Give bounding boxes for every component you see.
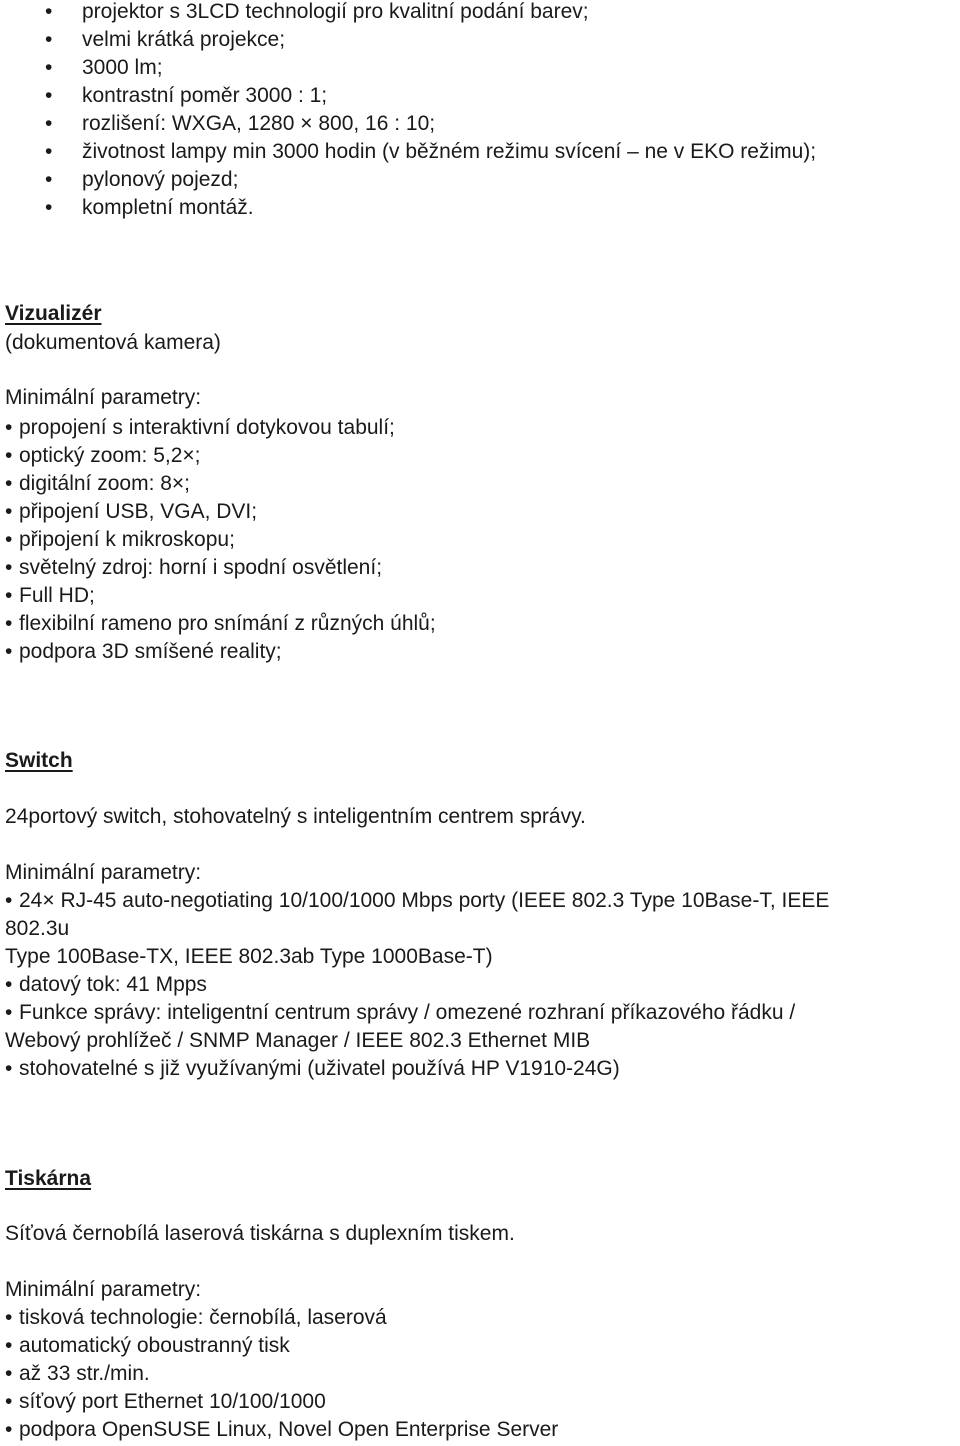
list-item-text: podpora OpenSUSE Linux, Novel Open Enterprise Server bbox=[19, 1418, 559, 1441]
list-item bbox=[0, 26, 816, 54]
list-item bbox=[0, 82, 816, 110]
bullet: • bbox=[45, 168, 53, 191]
list-item-text: pylonový pojezd; bbox=[82, 168, 239, 191]
list-item-text: automatický oboustranný tisk bbox=[19, 1334, 290, 1357]
bullet: • bbox=[5, 1057, 13, 1080]
list-item-text: 3000 lm; bbox=[82, 56, 163, 79]
list-item bbox=[5, 1055, 829, 1083]
list-item bbox=[5, 442, 436, 470]
list-item bbox=[5, 470, 436, 498]
list-item bbox=[5, 526, 436, 554]
list-item bbox=[5, 1332, 558, 1360]
list-item bbox=[5, 1416, 558, 1444]
bullet: • bbox=[45, 84, 53, 107]
list-item bbox=[5, 1388, 558, 1416]
list-item-text: světelný zdroj: horní i spodní osvětlení; bbox=[19, 556, 383, 579]
section-heading-vizualizer: Vizualizér bbox=[5, 302, 102, 325]
list-item bbox=[5, 554, 436, 582]
params-label: Minimální parametry: bbox=[5, 386, 202, 409]
list-item bbox=[0, 0, 816, 26]
list-item-text: projektor s 3LCD technologií pro kvalitní podání barev; bbox=[82, 0, 589, 23]
list-item bbox=[5, 610, 436, 638]
bullet: • bbox=[5, 1306, 13, 1329]
params-label: Minimální parametry: bbox=[5, 861, 202, 884]
bullet: • bbox=[5, 973, 13, 996]
tiskarna-spec-list bbox=[5, 1304, 558, 1444]
list-item-text: životnost lampy min 3000 hodin (v běžném režimu svícení – ne v EKO režimu); bbox=[82, 140, 817, 163]
list-item bbox=[5, 887, 829, 971]
list-item-text: kontrastní poměr 3000 : 1; bbox=[82, 84, 328, 107]
list-item-text: stohovatelné s již využívanými (uživatel používá HP V1910-24G) bbox=[19, 1057, 620, 1080]
list-item bbox=[0, 166, 816, 194]
bullet: • bbox=[5, 416, 13, 439]
list-item-text: Full HD; bbox=[19, 584, 95, 607]
list-item bbox=[5, 582, 436, 610]
list-item-text: digitální zoom: 8×; bbox=[19, 472, 191, 495]
bullet: • bbox=[5, 1362, 13, 1385]
bullet: • bbox=[45, 56, 53, 79]
bullet: • bbox=[45, 196, 53, 219]
list-item-text: Funkce správy: inteligentní centrum správy / omezené rozhraní příkazového řádku / bbox=[19, 1001, 796, 1024]
section-description: 24portový switch, stohovatelný s inteligentním centrem správy. bbox=[5, 805, 586, 828]
bullet: • bbox=[5, 1334, 13, 1357]
list-item-text: datový tok: 41 Mpps bbox=[19, 973, 207, 996]
list-item bbox=[0, 194, 816, 222]
list-item bbox=[5, 1304, 558, 1332]
list-item bbox=[0, 110, 816, 138]
list-item-text: velmi krátká projekce; bbox=[82, 28, 286, 51]
list-item-text: připojení USB, VGA, DVI; bbox=[19, 500, 258, 523]
bullet: • bbox=[5, 472, 13, 495]
bullet: • bbox=[5, 500, 13, 523]
section-heading-tiskarna: Tiskárna bbox=[5, 1167, 91, 1190]
section-description: Síťová černobílá laserová tiskárna s duplexním tiskem. bbox=[5, 1222, 515, 1245]
bullet: • bbox=[5, 444, 13, 467]
list-item-continuation: 802.3u bbox=[5, 917, 70, 940]
list-item-text: propojení s interaktivní dotykovou tabulí; bbox=[19, 416, 395, 439]
bullet: • bbox=[5, 1001, 13, 1024]
list-item-text: až 33 str./min. bbox=[19, 1362, 150, 1385]
projector-spec-list bbox=[0, 0, 816, 222]
section-heading-switch: Switch bbox=[5, 749, 73, 772]
bullet: • bbox=[45, 140, 53, 163]
list-item-continuation: Webový prohlížeč / SNMP Manager / IEEE 802.3 Ethernet MIB bbox=[5, 1029, 591, 1052]
list-item bbox=[0, 138, 816, 166]
section-subtitle: (dokumentová kamera) bbox=[5, 331, 221, 354]
list-item bbox=[5, 1360, 558, 1388]
list-item bbox=[0, 54, 816, 82]
list-item bbox=[5, 498, 436, 526]
bullet: • bbox=[5, 640, 13, 663]
bullet: • bbox=[5, 556, 13, 579]
list-item bbox=[5, 638, 436, 666]
bullet: • bbox=[45, 112, 53, 135]
list-item-text: rozlišení: WXGA, 1280 × 800, 16 : 10; bbox=[82, 112, 436, 135]
bullet: • bbox=[5, 1390, 13, 1413]
params-label: Minimální parametry: bbox=[5, 1278, 202, 1301]
list-item-continuation: Type 100Base-TX, IEEE 802.3ab Type 1000Base-T) bbox=[5, 945, 493, 968]
list-item bbox=[5, 414, 436, 442]
switch-spec-list bbox=[5, 887, 829, 1083]
list-item bbox=[5, 971, 829, 999]
list-item-text: podpora 3D smíšené reality; bbox=[19, 640, 282, 663]
bullet: • bbox=[5, 584, 13, 607]
bullet: • bbox=[45, 0, 53, 23]
list-item-text: tisková technologie: černobílá, laserová bbox=[19, 1306, 387, 1329]
list-item bbox=[5, 999, 829, 1055]
bullet: • bbox=[5, 612, 13, 635]
bullet: • bbox=[5, 528, 13, 551]
bullet: • bbox=[5, 889, 13, 912]
list-item-text: kompletní montáž. bbox=[82, 196, 254, 219]
bullet: • bbox=[5, 1418, 13, 1441]
list-item-text: připojení k mikroskopu; bbox=[19, 528, 235, 551]
list-item-text: 24× RJ-45 auto-negotiating 10/100/1000 Mbps porty (IEEE 802.3 Type 10Base-T, IEEE bbox=[19, 889, 830, 912]
list-item-text: optický zoom: 5,2×; bbox=[19, 444, 201, 467]
vizualizer-spec-list bbox=[5, 414, 436, 666]
list-item-text: flexibilní rameno pro snímání z různých úhlů; bbox=[19, 612, 436, 635]
list-item-text: síťový port Ethernet 10/100/1000 bbox=[19, 1390, 326, 1413]
bullet: • bbox=[45, 28, 53, 51]
